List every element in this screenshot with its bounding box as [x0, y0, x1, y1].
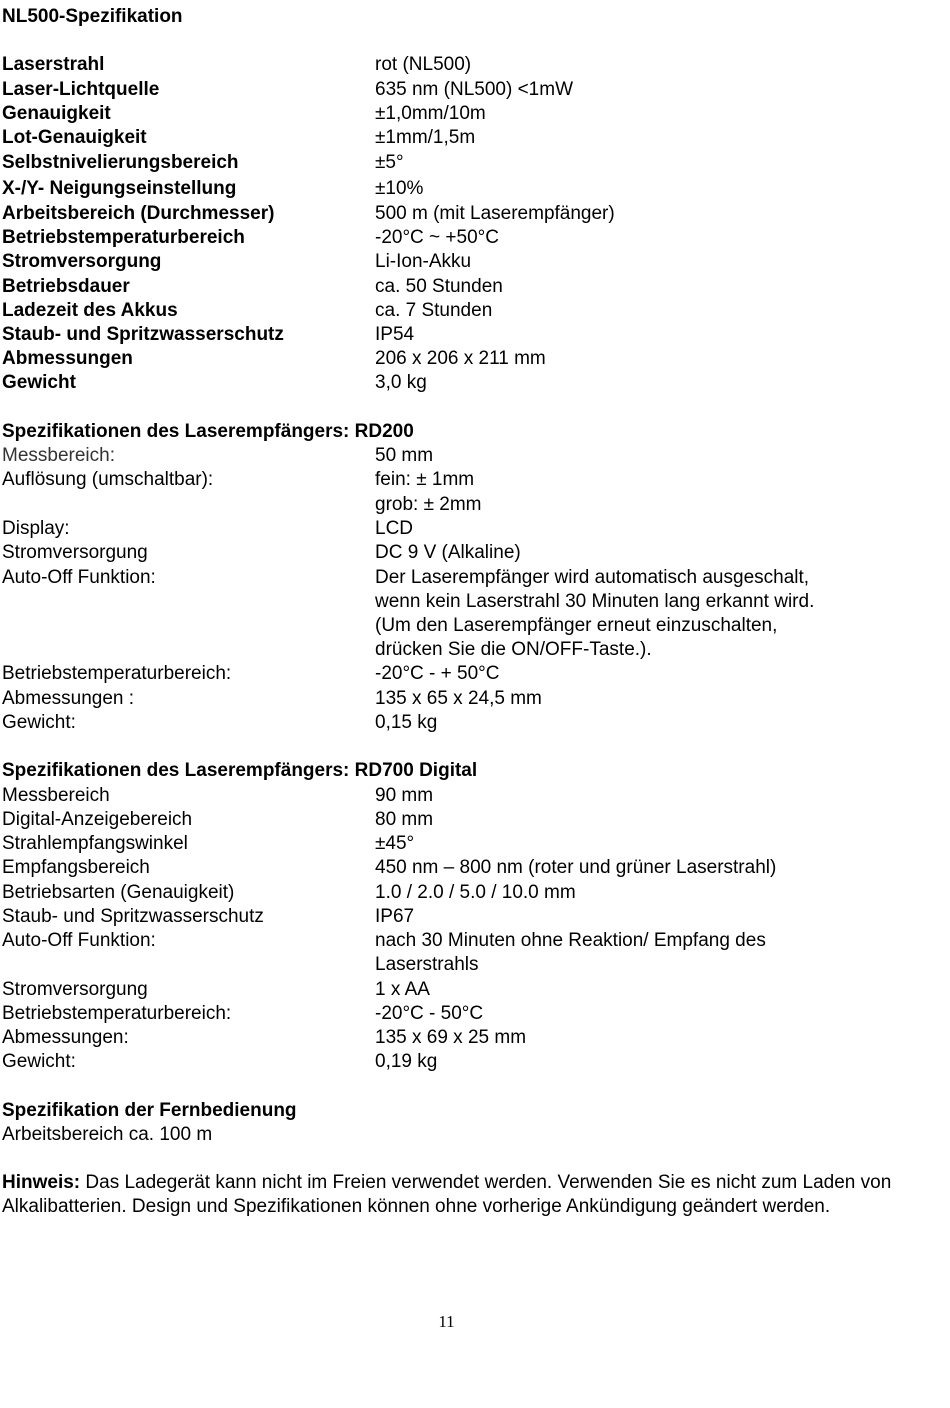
spec-value: 0,15 kg — [375, 712, 438, 733]
spec-label: Strahlempfangswinkel — [2, 833, 188, 854]
spec-value: grob: ± 2mm — [375, 494, 482, 515]
spec-label: Betriebstemperaturbereich — [2, 227, 245, 248]
note-paragraph — [2, 1171, 902, 1220]
spec-label: Gewicht: — [2, 1051, 76, 1072]
spec-value: 3,0 kg — [375, 372, 427, 393]
spec-label: Betriebstemperaturbereich: — [2, 1003, 232, 1024]
spec-label: Laserstrahl — [2, 54, 105, 75]
spec-value: 450 nm – 800 nm (roter und grüner Laserstrahl) — [375, 857, 777, 878]
note-text: Das Ladegerät kann nicht im Freien verwendet werden. Verwenden Sie es nicht zum Laden von Alkalibatterien. Design und Spezifikationen können ohne vorherige Ankündigung geändert werden. — [2, 1172, 892, 1218]
rd200-heading: Spezifikationen des Laserempfängers: RD200 — [2, 421, 414, 442]
spec-value: -20°C - + 50°C — [375, 663, 500, 684]
spec-label: Gewicht — [2, 372, 76, 393]
spec-value: 635 nm (NL500) <1mW — [375, 79, 573, 100]
spec-label: Display: — [2, 518, 70, 539]
page-number: 11 — [438, 1312, 455, 1331]
rd700-heading: Spezifikationen des Laserempfängers: RD700 Digital — [2, 760, 478, 781]
page-title: NL500-Spezifikation — [2, 6, 183, 27]
spec-label: Abmessungen — [2, 348, 133, 369]
spec-value: ±1,0mm/10m — [375, 103, 486, 124]
spec-label: Empfangsbereich — [2, 857, 150, 878]
spec-value: IP67 — [375, 906, 415, 927]
spec-value: Der Laserempfänger wird automatisch ausgeschalt, — [375, 567, 810, 588]
spec-value: ±10% — [375, 178, 424, 199]
spec-label: Lot-Genauigkeit — [2, 127, 147, 148]
spec-label: Selbstnivelierungsbereich — [2, 152, 239, 173]
spec-label: Staub- und Spritzwasserschutz — [2, 324, 284, 345]
spec-label: Abmessungen : — [2, 688, 135, 709]
remote-range-text: Arbeitsbereich ca. 100 m — [2, 1124, 213, 1145]
spec-label: Betriebstemperaturbereich: — [2, 663, 232, 684]
spec-value: 135 x 69 x 25 mm — [375, 1027, 527, 1048]
spec-label: Genauigkeit — [2, 103, 111, 124]
spec-value: nach 30 Minuten ohne Reaktion/ Empfang des — [375, 930, 766, 951]
spec-value: fein: ± 1mm — [375, 469, 475, 490]
spec-label: Messbereich: — [2, 445, 115, 466]
spec-label: Arbeitsbereich (Durchmesser) — [2, 203, 275, 224]
spec-label: Digital-Anzeigebereich — [2, 809, 193, 830]
spec-label: Gewicht: — [2, 712, 76, 733]
spec-label: Staub- und Spritzwasserschutz — [2, 906, 264, 927]
spec-value: 90 mm — [375, 785, 434, 806]
spec-value: rot (NL500) — [375, 54, 472, 75]
spec-value: -20°C - 50°C — [375, 1003, 484, 1024]
spec-value: ±45° — [375, 833, 415, 854]
spec-value: (Um den Laserempfänger erneut einzuschalten, — [375, 615, 778, 636]
spec-value: ca. 50 Stunden — [375, 276, 503, 297]
spec-value: 0,19 kg — [375, 1051, 438, 1072]
spec-label: Betriebsdauer — [2, 276, 130, 297]
spec-value: 80 mm — [375, 809, 434, 830]
spec-label: X-/Y- Neigungseinstellung — [2, 178, 237, 199]
spec-label: Auflösung (umschaltbar): — [2, 469, 214, 490]
spec-label: Messbereich — [2, 785, 110, 806]
spec-label: Auto-Off Funktion: — [2, 930, 156, 951]
spec-label: Stromversorgung — [2, 979, 148, 1000]
spec-label: Ladezeit des Akkus — [2, 300, 178, 321]
spec-label: Betriebsarten (Genauigkeit) — [2, 882, 235, 903]
spec-value: 500 m (mit Laserempfänger) — [375, 203, 615, 224]
spec-value: -20°C ~ +50°C — [375, 227, 499, 248]
remote-heading: Spezifikation der Fernbedienung — [2, 1100, 297, 1121]
spec-value: 50 mm — [375, 445, 434, 466]
spec-value: DC 9 V (Alkaline) — [375, 542, 521, 563]
spec-value: drücken Sie die ON/OFF-Taste.). — [375, 639, 652, 660]
spec-label: Stromversorgung — [2, 542, 148, 563]
spec-value: 1 x AA — [375, 979, 430, 1000]
spec-value: 206 x 206 x 211 mm — [375, 348, 546, 369]
spec-value: IP54 — [375, 324, 415, 345]
spec-value: Li-Ion-Akku — [375, 251, 472, 272]
spec-value: LCD — [375, 518, 414, 539]
spec-label: Auto-Off Funktion: — [2, 567, 156, 588]
spec-label: Laser-Lichtquelle — [2, 79, 160, 100]
spec-value: ±5° — [375, 152, 404, 173]
spec-label: Stromversorgung — [2, 251, 162, 272]
spec-label: Abmessungen: — [2, 1027, 129, 1048]
spec-value: wenn kein Laserstrahl 30 Minuten lang erkannt wird. — [375, 591, 815, 612]
spec-value: 1.0 / 2.0 / 5.0 / 10.0 mm — [375, 882, 576, 903]
spec-value: 135 x 65 x 24,5 mm — [375, 688, 542, 709]
spec-value: ca. 7 Stunden — [375, 300, 493, 321]
spec-value: Laserstrahls — [375, 954, 479, 975]
spec-value: ±1mm/1,5m — [375, 127, 476, 148]
note-label: Hinweis: — [2, 1172, 81, 1193]
